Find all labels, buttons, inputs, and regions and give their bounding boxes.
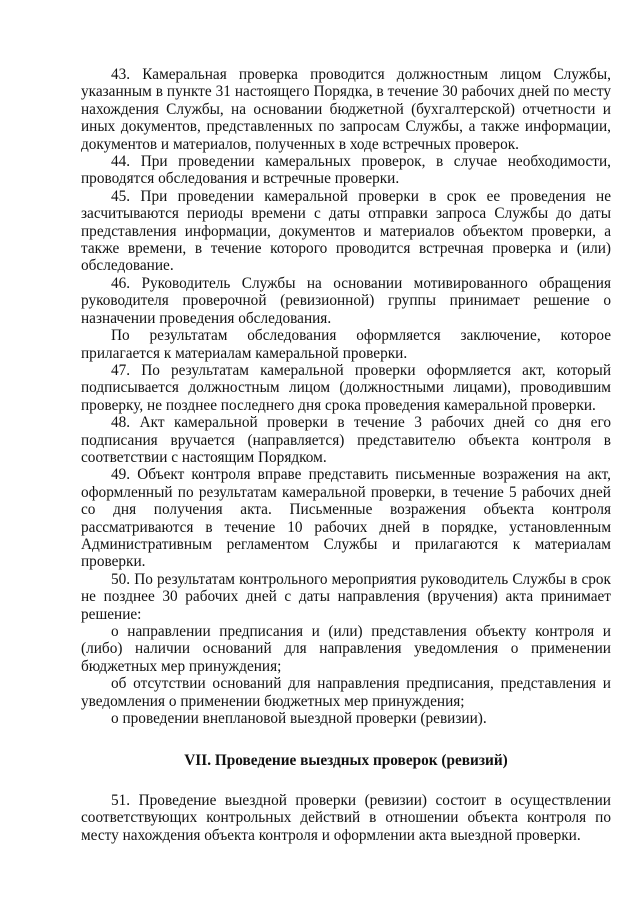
- paragraph-47: 47. По результатам камеральной проверки оформляется акт, который подписывается должностным лицом (должностными лицами), проводившим проверку, не позднее последнего дня срока проведения камеральной проверки.: [81, 361, 611, 414]
- paragraph-51: 51. Проведение выездной проверки (ревизии) состоит в осуществлении соответствующих контрольных действий в отношении объекта контроля по месту нахождения объекта контроля и оформлении акта выездной проверки.: [81, 791, 611, 844]
- paragraph-50-option-1: о направлении предписания и (или) представления объекту контроля и (либо) наличии оснований для направления уведомления о применении бюджетных мер принуждения;: [81, 623, 611, 675]
- paragraph-50-option-3: о проведении внеплановой выездной проверки (ревизии).: [111, 710, 487, 728]
- paragraph-49: 49. Объект контроля вправе представить письменные возражения на акт, оформленный по результатам камеральной проверки, в течение 5 рабочих дней со дня получения акта. Письменные возражения объекта контроля рассматриваются в течение 10 рабочих дней в порядке, установленным Административным регламентом Службы и прилагаются к материалам проверки.: [81, 466, 611, 571]
- paragraph-46-conclusion: По результатам обследования оформляется заключение, которое прилагается к материалам камеральной проверки.: [81, 327, 611, 362]
- paragraph-50-option-2: об отсутствии оснований для направления предписания, представления и уведомления о применении бюджетных мер принуждения;: [81, 675, 611, 710]
- paragraph-46: 46. Руководитель Службы на основании мотивированного обращения руководителя проверочной (ревизионной) группы принимает решение о назначении проведения обследования.: [81, 274, 611, 327]
- paragraph-43: 43. Камеральная проверка проводится должностным лицом Службы, указанным в пункте 31 настоящего Порядка, в течение 30 рабочих дней по месту нахождения Службы, на основании бюджетной (бухгалтерской) отчетности и иных документов, представленных по запросам Службы, а также информации, документов и материалов, полученных в ходе встречных проверок.: [81, 66, 611, 153]
- document-page: [81, 66, 611, 844]
- paragraph-48: 48. Акт камеральной проверки в течение 3 рабочих дней со дня его подписания вручается (направляется) представителю объекта контроля в соответствии с настоящим Порядком.: [81, 414, 611, 466]
- paragraph-45: 45. При проведении камеральной проверки в срок ее проведения не засчитываются периоды времени с даты отправки запроса Службы до даты представления информации, документов и материалов объектом проверки, а также времени, в течение которого проводится встречная проверка и (или) обследование.: [81, 187, 611, 275]
- paragraph-50: 50. По результатам контрольного мероприятия руководитель Службы в срок не позднее 30 рабочих дней с даты направления (вручения) акта принимает решение:: [81, 570, 611, 623]
- paragraph-44: 44. При проведении камеральных проверок, в случае необходимости, проводятся обследования и встречные проверки.: [81, 153, 611, 188]
- section-heading: VII. Проведение выездных проверок (ревизий): [184, 752, 508, 770]
